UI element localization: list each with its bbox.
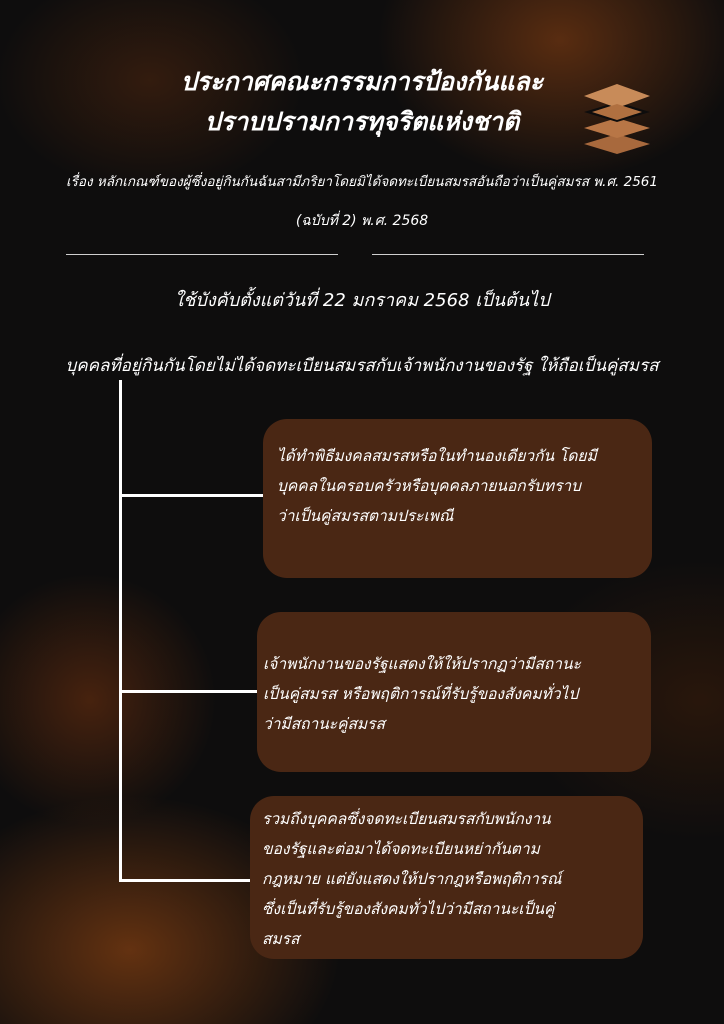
title-line-1: ประกาศคณะกรรมการป้องกันและ: [180, 67, 544, 96]
title-line-2: ปราบปรามการทุจริตแห่งชาติ: [204, 107, 520, 136]
stacked-layers-icon: [580, 82, 654, 156]
tree-connector-branch-3: [119, 879, 252, 882]
criteria-1-line-3: ว่าเป็นคู่สมรสตามประเพณี: [277, 507, 454, 525]
criteria-1-line-1: ได้ทำพิธีมงคลสมรสหรือในทำนองเดียวกัน โดยมี: [277, 447, 597, 465]
headline: บุคคลที่อยู่กินกันโดยไม่ได้จดทะเบียนสมรสกับเจ้าพนักงานของรัฐ ให้ถือเป็นคู่สมรส: [65, 356, 659, 376]
criteria-box-2: [257, 612, 651, 772]
criteria-3-line-5: สมรส: [262, 930, 300, 948]
criteria-box-1: [263, 419, 652, 578]
divider-left: [66, 254, 338, 255]
tree-connector-branch-2: [119, 690, 259, 693]
criteria-box-3: [250, 796, 643, 959]
criteria-3-line-4: ซึ่งเป็นที่รับรู้ของสังคมทั่วไปว่ามีสถานะเป็นคู่: [262, 900, 555, 918]
criteria-2-line-3: ว่ามีสถานะคู่สมรส: [263, 715, 385, 733]
criteria-1-line-2: บุคคลในครอบครัวหรือบุคคลภายนอกรับทราบ: [277, 477, 581, 495]
criteria-3-line-2: ของรัฐและต่อมาได้จดทะเบียนหย่ากันตาม: [262, 840, 540, 858]
criteria-2-line-2: เป็นคู่สมรส หรือพฤติการณ์ที่รับรู้ของสังคมทั่วไป: [263, 685, 579, 703]
criteria-2-line-1: เจ้าพนักงานของรัฐแสดงให้ให้ปรากฏว่ามีสถานะ: [263, 655, 581, 673]
criteria-3-line-1: รวมถึงบุคคลซึ่งจดทะเบียนสมรสกับพนักงาน: [262, 810, 551, 828]
announcement-edition: (ฉบับที่ 2) พ.ศ. 2568: [295, 213, 429, 229]
tree-connector-vertical: [119, 380, 122, 882]
tree-connector-branch-1: [119, 494, 263, 497]
effective-date: ใช้บังคับตั้งแต่วันที่ 22 มกราคม 2568 เป็นต้นไป: [174, 290, 550, 311]
announcement-subject: เรื่อง หลักเกณฑ์ของผู้ซึ่งอยู่กินกันฉันสามีภริยาโดยมิได้จดทะเบียนสมรสอันถือว่าเป็นคู่สมรส พ.ศ. 2561: [66, 174, 658, 190]
criteria-3-line-3: กฎหมาย แต่ยังแสดงให้ปรากฎหรือพฤติการณ์: [262, 870, 562, 888]
divider-right: [372, 254, 644, 255]
